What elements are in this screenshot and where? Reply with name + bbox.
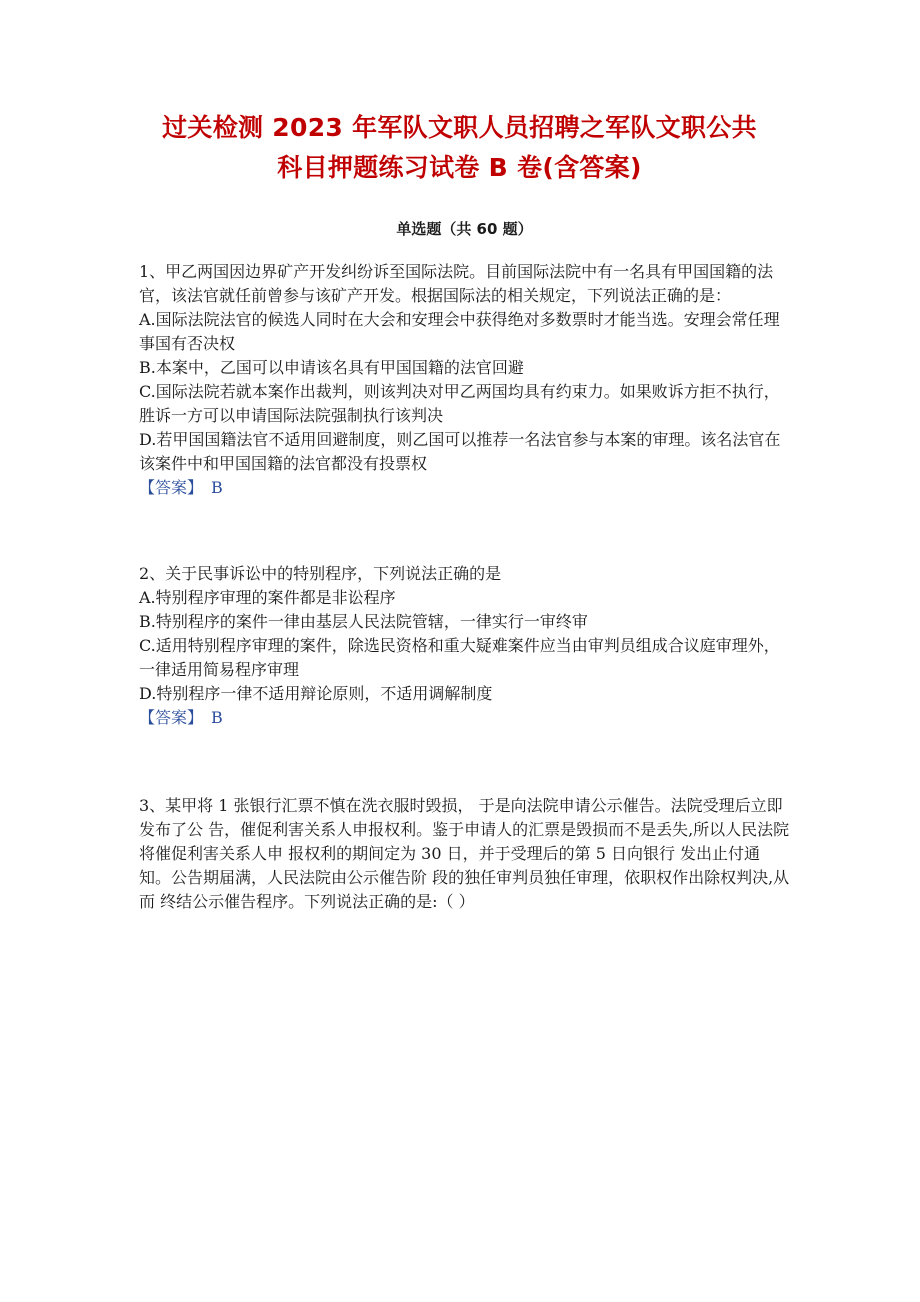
question-stem: 3、某甲将 1 张银行汇票不慎在洗衣服时毁损， 于是向法院申请公示催告。法院受理后立即发布了公 告，催促利害关系人申报权利。鉴于申请人的汇票是毁损而不是丢失,所以人民法院将催促利害关系人申 报权利的期间定为 30 日，并于受理后的第 5 日向银行 发出止付通知。公告期届满，人民法院由公示催告阶 段的独任审判员独任审理，依职权作出除权判决,从而 终结公示催告程序。下列说法正确的是:（ ） bbox=[139, 796, 790, 911]
option-b: B.特别程序的案件一律由基层人民法院管辖，一律实行一审终审 bbox=[139, 612, 588, 631]
answer-line bbox=[139, 706, 790, 730]
answer-label: 【答案】 bbox=[139, 478, 204, 497]
option-a: A.特别程序审理的案件都是非讼程序 bbox=[139, 588, 396, 607]
answer-value: B bbox=[211, 478, 223, 497]
option-a: A.国际法院法官的候选人同时在大会和安理会中获得绝对多数票时才能当选。安理会常任理事国有否决权 bbox=[139, 310, 780, 353]
option-d: D.特别程序一律不适用辩论原则，不适用调解制度 bbox=[139, 684, 493, 703]
option-c: C.国际法院若就本案作出裁判，则该判决对甲乙两国均具有约束力。如果败诉方拒不执行，胜诉一方可以申请国际法院强制执行该判决 bbox=[139, 382, 780, 425]
answer-line bbox=[139, 476, 790, 500]
option-b: B.本案中，乙国可以申请该名具有甲国国籍的法官回避 bbox=[139, 358, 524, 377]
title-line-2: 科目押题练习试卷 B 卷(含答案) bbox=[277, 153, 642, 182]
option-d: D.若甲国国籍法官不适用回避制度，则乙国可以推荐一名法官参与本案的审理。该名法官在该案件中和甲国国籍的法官都没有投票权 bbox=[139, 430, 781, 473]
question-3 bbox=[139, 794, 790, 914]
option-c: C.适用特别程序审理的案件，除选民资格和重大疑难案件应当由审判员组成合议庭审理外，一律适用简易程序审理 bbox=[139, 636, 780, 679]
section-heading: 单选题（共 60 题） bbox=[396, 220, 533, 238]
answer-value: B bbox=[211, 708, 223, 727]
answer-label: 【答案】 bbox=[139, 708, 204, 727]
question-stem: 1、甲乙两国因边界矿产开发纠纷诉至国际法院。目前国际法院中有一名具有甲国国籍的法官，该法官就任前曾参与该矿产开发。根据国际法的相关规定，下列说法正确的是： bbox=[139, 262, 774, 305]
title-line-1: 过关检测 2023 年军队文职人员招聘之军队文职公共 bbox=[162, 113, 757, 142]
question-2 bbox=[139, 562, 790, 730]
question-1 bbox=[139, 260, 790, 500]
document-title bbox=[129, 108, 790, 188]
question-stem: 2、关于民事诉讼中的特别程序，下列说法正确的是 bbox=[139, 564, 502, 583]
